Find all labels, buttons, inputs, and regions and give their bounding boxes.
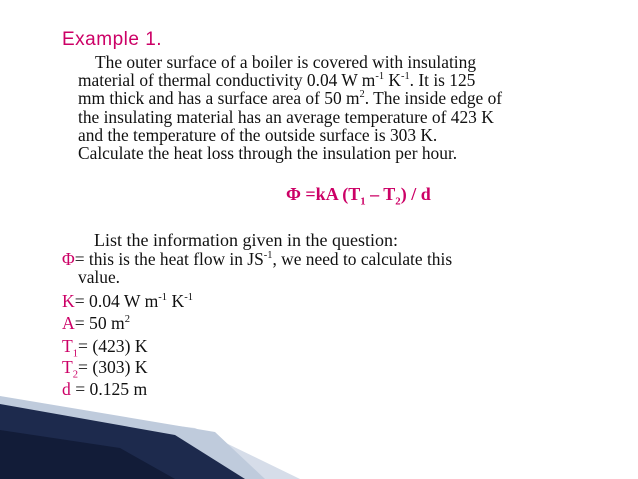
paragraph-line: The outer surface of a boiler is covered with insulating bbox=[95, 52, 477, 72]
phi-line: Φ= this is the heat flow in $JS^{-1}$, we need to calculate this bbox=[62, 249, 453, 269]
phi-line-cont: value. bbox=[78, 267, 121, 288]
var-a: A= 50 $m^2$ bbox=[62, 313, 130, 333]
var-t2: $T_2= (303)$ K bbox=[62, 357, 148, 381]
var-d: d = 0.125 m bbox=[62, 379, 148, 399]
list-intro: List the information given in the question: bbox=[94, 230, 398, 250]
paragraph-line: Calculate the heat loss through the insulation per hour. bbox=[78, 143, 458, 164]
var-k: K= 0.04 W $m^{-1}$ $K^{-1}$ bbox=[62, 291, 193, 311]
example-heading: Example 1. bbox=[62, 29, 163, 50]
paragraph-line: material of thermal conductivity 0.04 W $m^{-1}$ $K^{-1}$. It is 125 bbox=[78, 70, 476, 91]
paragraph-line: mm thick and has a surface area of 50 $m^2$. The inside edge of bbox=[78, 88, 503, 109]
var-t1: $T_1= (423)$ K bbox=[62, 336, 148, 360]
phi-symbol: Φ bbox=[62, 249, 75, 269]
paragraph-line: and the temperature of the outside surface is 303 K. bbox=[78, 124, 438, 145]
paragraph-line: the insulating material has an average temperature of 423 K bbox=[78, 106, 494, 127]
heat-flow-formula: Φ =kA $(T_1 - T_2)$ / d bbox=[286, 184, 431, 208]
